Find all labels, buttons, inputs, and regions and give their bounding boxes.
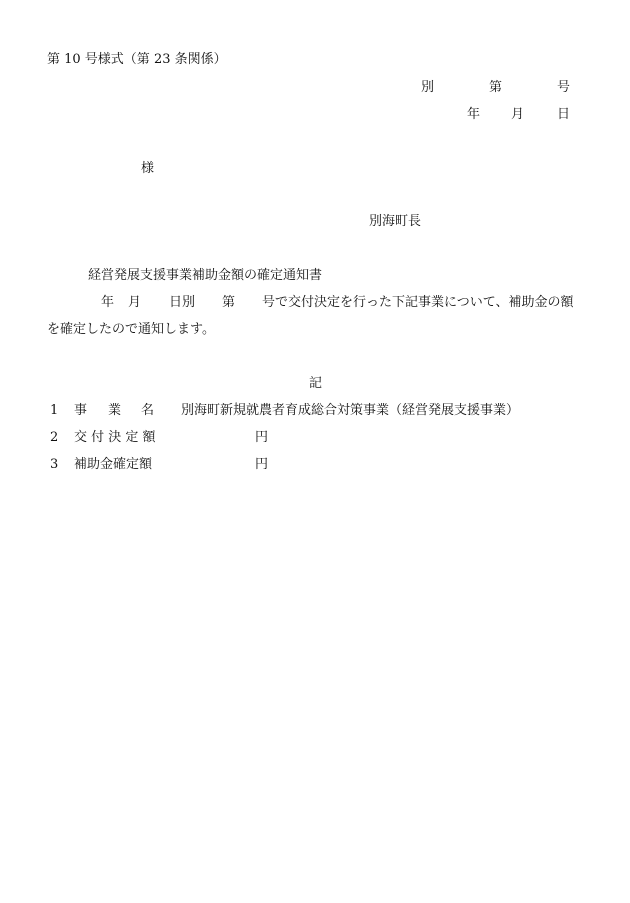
item-label-char: 事 <box>74 403 88 418</box>
doc-number-dai: 第 <box>489 80 503 95</box>
body-line-2: を確定したので通知します。 <box>47 322 215 337</box>
item-label: 補助金確定額 <box>74 457 153 472</box>
item-value: 円 <box>255 430 269 445</box>
doc-number-go: 号 <box>557 80 571 95</box>
doc-number-prefix: 別 <box>421 80 435 95</box>
body-month: 月 <box>128 295 142 310</box>
item-number: 3 <box>50 457 59 472</box>
item-number: 2 <box>50 430 59 445</box>
item-label-char: 名 <box>141 403 155 418</box>
body-line-1 <box>0 295 630 311</box>
date-month: 月 <box>511 107 525 122</box>
list-item <box>0 430 630 446</box>
document-title: 経営発展支援事業補助金額の確定通知書 <box>88 268 323 283</box>
date-line <box>0 107 630 123</box>
body-text-1: 号で交付決定を行った下記事業について、補助金の額 <box>262 295 574 310</box>
body-dai: 第 <box>222 295 236 310</box>
issuer-name: 別海町長 <box>369 214 422 229</box>
body-day-ref: 日別 <box>169 295 196 310</box>
list-item <box>0 457 630 473</box>
list-item <box>0 403 630 419</box>
form-number-label: 第 10 号様式（第 23 条関係） <box>47 52 227 67</box>
item-number: 1 <box>50 403 59 418</box>
ki-heading: 記 <box>309 376 323 391</box>
item-value: 別海町新規就農者育成総合対策事業（経営発展支援事業） <box>181 403 520 418</box>
addressee-suffix: 様 <box>141 161 155 176</box>
date-day: 日 <box>557 107 571 122</box>
item-label: 交 付 決 定 額 <box>74 430 156 445</box>
body-year: 年 <box>101 295 115 310</box>
item-value: 円 <box>255 457 269 472</box>
item-label-char: 業 <box>108 403 122 418</box>
document-number-line <box>0 80 630 96</box>
date-year: 年 <box>467 107 481 122</box>
